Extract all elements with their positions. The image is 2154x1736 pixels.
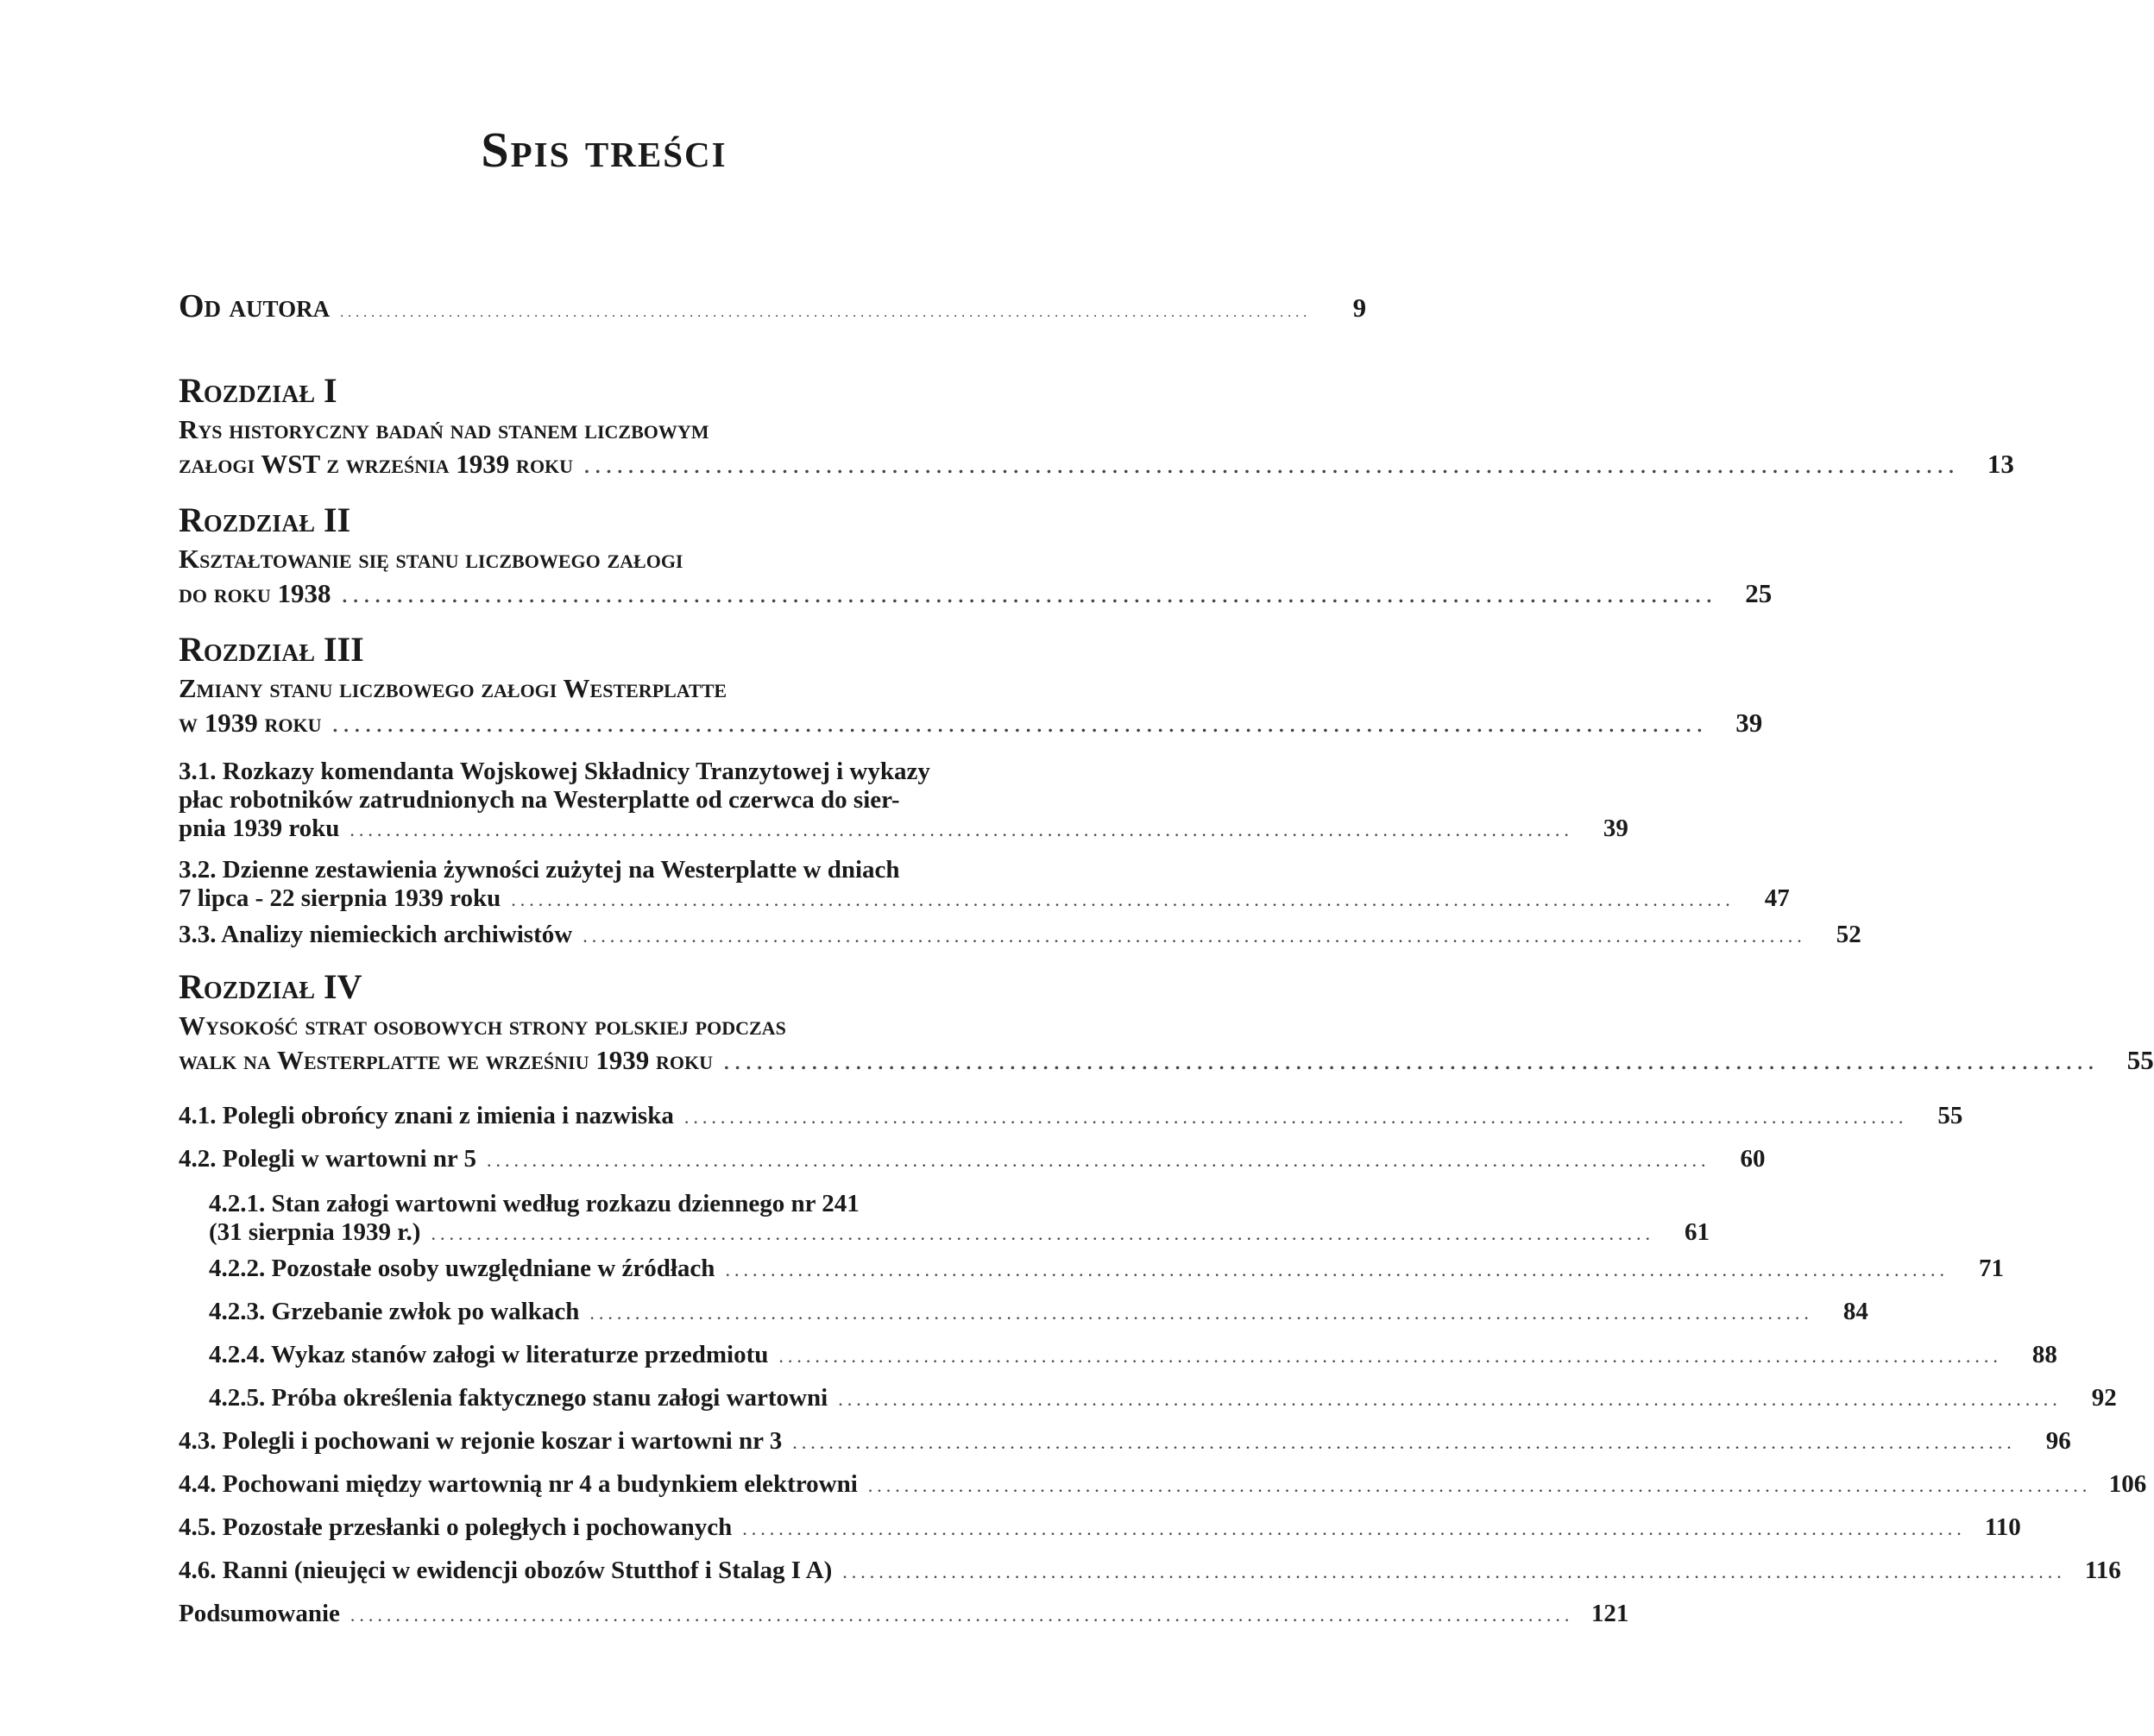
toc-section-4-4 [179, 1463, 2147, 1506]
page-number: 116 [2084, 1557, 2121, 1584]
toc-section-4-2-2 [179, 1248, 2004, 1291]
toc-section-4-6 [179, 1550, 2121, 1593]
dot-leader: ............................................................................................................................. [583, 449, 1959, 479]
page-number: 25 [1745, 578, 1773, 608]
page-number: 52 [1836, 921, 1861, 948]
toc-section-4-5 [179, 1506, 2021, 1550]
page-number: 71 [1978, 1255, 2004, 1282]
page-number: 61 [1684, 1218, 1710, 1246]
toc-chapter-1 [179, 369, 2014, 481]
toc-section-4-1 [179, 1095, 1963, 1138]
section-label: 3.3. Analizy niemieckich archiwistów [179, 921, 573, 948]
chapter-title-line: Wysokość strat osobowych strony polskiej podczas [179, 1010, 786, 1041]
section-label: 4.2.2. Pozostałe osoby uwzględniane w źródłach [209, 1255, 715, 1282]
dot-leader: ....................................................................................................................................... [511, 889, 1735, 910]
toc-entry-od-autora [179, 285, 1367, 328]
section-title-line: pnia 1939 roku [179, 815, 340, 842]
chapter-heading: Rozdział III [179, 630, 364, 669]
toc-chapter-4 [179, 965, 2154, 1078]
chapter-title-line: Rys historyczny badań nad stanem liczbowym [179, 414, 709, 444]
page-number: 55 [1937, 1102, 1963, 1129]
dot-leader: ............................................................................................................................. [340, 305, 1312, 320]
page-number: 47 [1764, 884, 1790, 912]
page-number: 88 [2031, 1341, 2057, 1368]
page-number: 92 [2091, 1384, 2117, 1412]
dot-leader: ....................................................................................................................................... [487, 1149, 1710, 1171]
toc-chapter-2 [179, 499, 1773, 611]
toc-section-4-2-1 [179, 1190, 1710, 1248]
page-number: 84 [1842, 1298, 1868, 1325]
page-number: 39 [1735, 708, 1763, 738]
dot-leader: ....................................................................................................................................... [583, 925, 1806, 947]
section-title-line: 3.1. Rozkazy komendanta Wojskowej Składnicy Tranzytowej i wykazy [179, 758, 930, 785]
page-number: 39 [1603, 815, 1628, 842]
section-label: 4.2. Polegli w wartowni nr 5 [179, 1145, 477, 1173]
toc-section-4-2 [179, 1138, 1766, 1181]
entry-label: Od autora [179, 288, 331, 324]
section-label: 4.6. Ranni (nieujęci w ewidencji obozów Stutthof i Stalag I A) [179, 1557, 833, 1584]
dot-leader: ....................................................................................................................................... [431, 1223, 1654, 1244]
dot-leader: ....................................................................................................................................... [350, 819, 1573, 840]
toc-chapter-3 [179, 628, 1763, 740]
page-number: 55 [2126, 1045, 2154, 1075]
section-label: 4.2.4. Wykaz stanów załogi w literaturze przedmiotu [209, 1341, 769, 1368]
section-title-line: płac robotników zatrudnionych na Westerplatte od czerwca do sier- [179, 786, 900, 814]
toc-section-3-3 [179, 914, 1861, 957]
dot-leader: ....................................................................................................................................... [838, 1388, 2062, 1410]
page-number: 60 [1740, 1145, 1766, 1173]
toc-entry-podsumowanie [179, 1593, 1629, 1636]
dot-leader: ....................................................................................................................................... [842, 1561, 2066, 1582]
section-label: 4.2.3. Grzebanie zwłok po walkach [209, 1298, 580, 1325]
table-of-contents [179, 285, 2154, 1636]
chapter-title-line: walk na Westerplatte we wrześniu 1939 roku [179, 1045, 713, 1075]
dot-leader: ....................................................................................................................................... [792, 1431, 2016, 1453]
page-number: 13 [1987, 449, 2014, 479]
section-title-line: 7 lipca - 22 sierpnia 1939 roku [179, 884, 501, 912]
page-number: 121 [1590, 1600, 1629, 1627]
section-title-line: 4.2.1. Stan załogi wartowni według rozkazu dziennego nr 241 [209, 1190, 860, 1217]
dot-leader: ....................................................................................................................................... [589, 1302, 1813, 1324]
section-title-line: (31 sierpnia 1939 r.) [209, 1218, 421, 1246]
chapter-title-line: Zmiany stanu liczbowego załogi Westerplatte [179, 673, 727, 703]
page-title: Spis treści [481, 122, 727, 178]
toc-section-3-1 [179, 758, 1628, 844]
chapter-title-line: załogi WST z września 1939 roku [179, 449, 574, 479]
dot-leader: ....................................................................................................................................... [683, 1106, 1908, 1128]
toc-section-4-2-3 [179, 1291, 1868, 1334]
dot-leader: ....................................................................................................................................... [350, 1604, 1574, 1626]
chapter-title-line: w 1939 roku [179, 708, 322, 738]
section-label: 4.3. Polegli i pochowani w rejonie koszar i wartowni nr 3 [179, 1427, 783, 1455]
section-label: 4.5. Pozostałe przesłanki o poległych i pochowanych [179, 1513, 733, 1541]
dot-leader: ............................................................................................................................. [331, 708, 1708, 738]
dot-leader: ....................................................................................................................................... [725, 1259, 1949, 1280]
toc-section-3-2 [179, 856, 1790, 914]
toc-section-4-2-5 [179, 1377, 2117, 1420]
section-title-line: 3.2. Dzienne zestawienia żywności zużytej na Westerplatte w dniach [179, 856, 900, 884]
page-number: 106 [2108, 1470, 2147, 1498]
dot-leader: ....................................................................................................................................... [867, 1475, 2092, 1496]
dot-leader: ............................................................................................................................. [722, 1045, 2099, 1075]
chapter-heading: Rozdział II [179, 500, 351, 539]
chapter-title-line: Kształtowanie się stanu liczbowego załogi [179, 544, 683, 574]
dot-leader: ....................................................................................................................................... [742, 1518, 1966, 1539]
chapter-heading: Rozdział I [179, 371, 337, 410]
dot-leader: ....................................................................................................................................... [778, 1345, 2002, 1367]
section-label: 4.2.5. Próba określenia faktycznego stanu załogi wartowni [209, 1384, 828, 1412]
section-label: 4.1. Polegli obrońcy znani z imienia i nazwiska [179, 1102, 674, 1129]
section-label: 4.4. Pochowani między wartownią nr 4 a budynkiem elektrowni [179, 1470, 858, 1498]
dot-leader: ............................................................................................................................. [341, 578, 1717, 608]
chapter-heading: Rozdział IV [179, 967, 362, 1006]
page-number: 110 [1984, 1513, 2021, 1541]
page-number: 96 [2045, 1427, 2071, 1455]
page-number: 9 [1352, 292, 1367, 323]
toc-section-4-3 [179, 1420, 2071, 1463]
chapter-title-line: do roku 1938 [179, 578, 331, 608]
section-label: Podsumowanie [179, 1600, 340, 1627]
toc-section-4-2-4 [179, 1334, 2057, 1377]
